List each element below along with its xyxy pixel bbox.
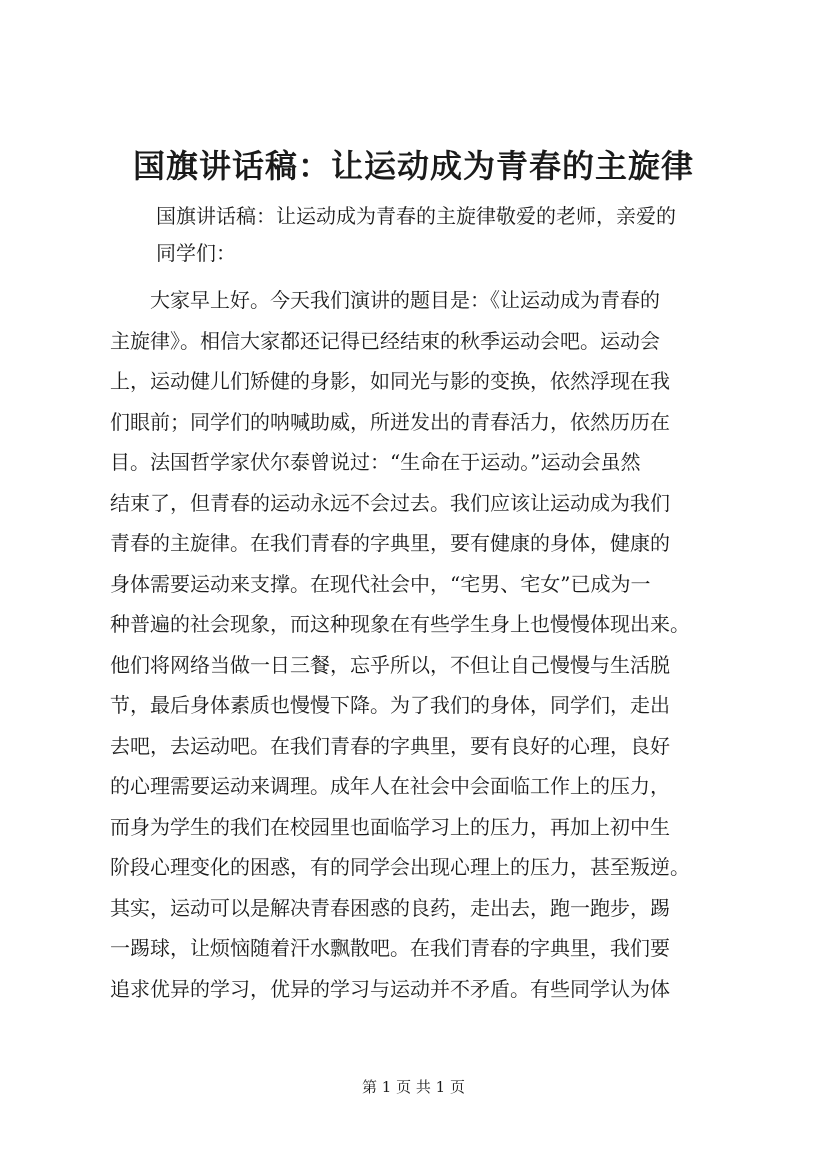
document-title: 国旗讲话稿：让运动成为青春的主旋律 <box>132 147 694 185</box>
body-line: 节，最后身体素质也慢慢下降。为了我们的身体，同学们，走出 <box>110 693 670 717</box>
body-line: 阶段心理变化的困惑，有的同学会出现心理上的压力，甚至叛逆。 <box>110 855 690 879</box>
body-line: 一踢球，让烦恼随着汗水飘散吧。在我们青春的字典里，我们要 <box>110 936 670 960</box>
body-line: 其实，运动可以是解决青春困惑的良药，走出去，跑一跑步，踢 <box>110 895 670 920</box>
body-line: 们眼前；同学们的呐喊助威，所迸发出的青春活力，依然历历在 <box>110 409 670 434</box>
body-line: 追求优异的学习，优异的学习与运动并不矛盾。有些同学认为体 <box>110 976 670 1001</box>
body-line: 而身为学生的我们在校园里也面临学习上的压力，再加上初中生 <box>110 814 670 839</box>
intro-paragraph <box>156 198 726 272</box>
body-line: 大家早上好。今天我们演讲的题目是：《让运动成为青春的 <box>150 288 660 312</box>
body-line: 主旋律》。相信大家都还记得已经结束的秋季运动会吧。运动会 <box>110 328 660 353</box>
body-line: 种普遍的社会现象，而这种现象在有些学生身上也慢慢体现出来。 <box>110 612 690 636</box>
body-line: 结束了，但青春的运动永远不会过去。我们应该让运动成为我们 <box>110 490 670 515</box>
body-paragraph <box>110 280 730 1009</box>
body-line: 的心理需要运动来调理。成年人在社会中会面临工作上的压力， <box>110 774 670 798</box>
body-line: 青春的主旋律。在我们青春的字典里，要有健康的身体，健康的 <box>110 531 670 555</box>
body-line: 目。法国哲学家伏尔泰曾说过：“生命在于运动。”运动会虽然 <box>110 450 641 474</box>
body-line: 身体需要运动来支撑。在现代社会中，“宅男、宅女”已成为一 <box>110 571 651 596</box>
page-footer: 第 1 页 共 1 页 <box>362 1078 465 1096</box>
intro-line: 国旗讲话稿：让运动成为青春的主旋律敬爱的老师，亲爱的 <box>156 204 676 228</box>
intro-line: 同学们： <box>156 241 236 265</box>
body-line: 他们将网络当做一日三餐，忘乎所以，不但让自己慢慢与生活脱 <box>110 652 670 677</box>
body-line: 去吧，去运动吧。在我们青春的字典里，要有良好的心理，良好 <box>110 733 670 758</box>
body-line: 上，运动健儿们矫健的身影，如同光与影的变换，依然浮现在我 <box>110 369 670 393</box>
